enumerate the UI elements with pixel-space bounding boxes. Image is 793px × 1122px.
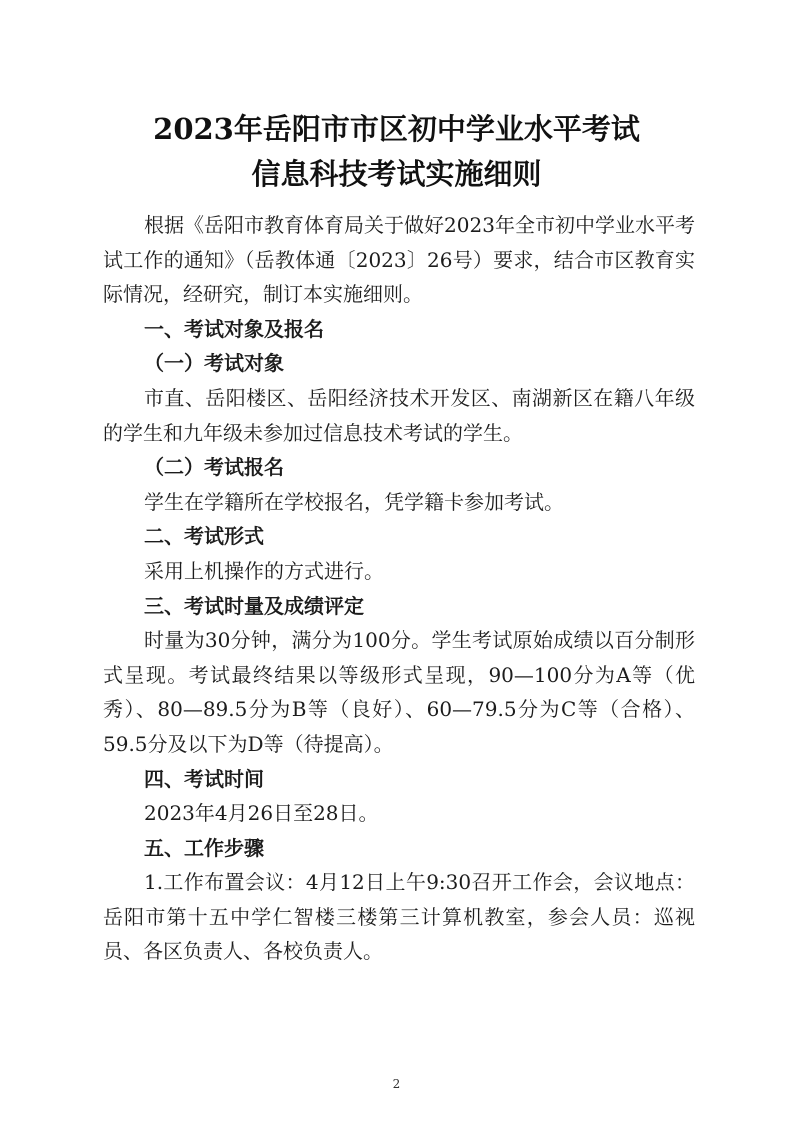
intro-paragraph: 根据《岳阳市教育体育局关于做好2023年全市初中学业水平考试工作的通知》（岳教体通〔2023〕26号）要求，结合市区教育实际情况，经研究，制订本实施细则。 bbox=[103, 213, 695, 307]
section-1-sub-2-text: 学生在学籍所在学校报名，凭学籍卡参加考试。 bbox=[144, 489, 564, 514]
section-3-heading: 三、考试时量及成绩评定 bbox=[144, 593, 364, 618]
section-4-text: 2023年4月26日至28日。 bbox=[144, 801, 379, 826]
section-4-heading: 四、考试时间 bbox=[144, 766, 264, 791]
section-5-text: 1.工作布置会议：4月12日上午9:30召开工作会，会议地点：岳阳市第十五中学仁智楼三楼第三计算机教室，参会人员：巡视员、各区负责人、各校负责人。 bbox=[103, 870, 695, 964]
section-1-sub-1-text: 市直、岳阳楼区、岳阳经济技术开发区、南湖新区在籍八年级的学生和九年级未参加过信息技术考试的学生。 bbox=[103, 385, 695, 445]
section-2-heading: 二、考试形式 bbox=[144, 524, 264, 549]
page-number: 2 bbox=[392, 1077, 401, 1091]
section-3-text: 时量为30分钟，满分为100分。学生考试原始成绩以百分制形式呈现。考试最终结果以等级形式呈现，90—100分为A等（优秀）、80—89.5分为B等（良好）、60—79.5分为C等（合格）、59.5分及以下为D等（待提高）。 bbox=[103, 628, 695, 756]
section-1-heading: 一、考试对象及报名 bbox=[144, 316, 324, 341]
section-5-heading: 五、工作步骤 bbox=[144, 835, 264, 860]
document-body bbox=[103, 208, 695, 969]
section-1-sub-1-heading: （一）考试对象 bbox=[144, 351, 284, 376]
section-1-sub-2-heading: （二）考试报名 bbox=[144, 455, 284, 480]
document-title-line-2: 信息科技考试实施细则 bbox=[251, 157, 542, 191]
section-2-text: 采用上机操作的方式进行。 bbox=[144, 558, 384, 583]
document-title-line-1: 2023年岳阳市市区初中学业水平考试 bbox=[153, 112, 640, 146]
